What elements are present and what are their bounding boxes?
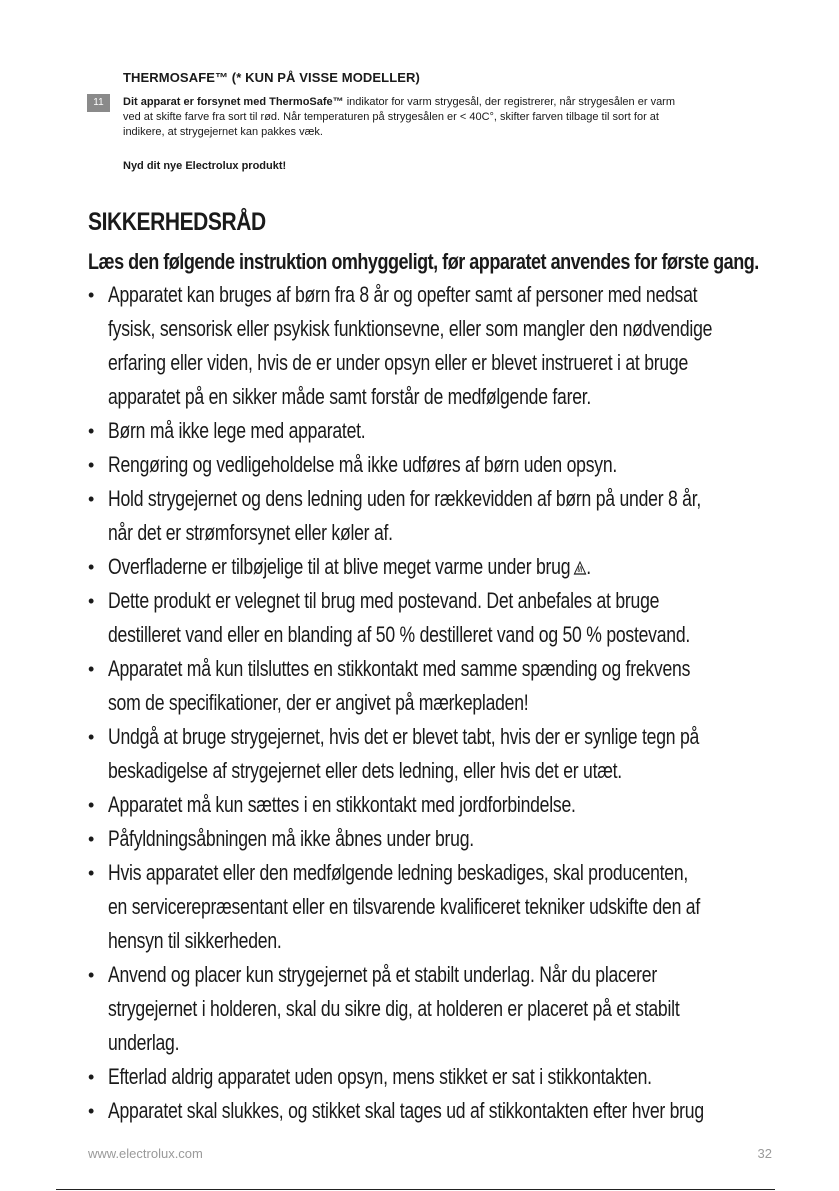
safety-item: [88, 652, 778, 720]
bullet-marker: •: [88, 727, 95, 747]
safety-item-line: Apparatet kan bruges af børn fra 8 år og opefter samt af personer med nedsat: [108, 282, 698, 307]
safety-item-line: Apparatet må kun tilsluttes en stikkontakt med samme spænding og frekvens: [108, 656, 691, 681]
bullet-marker: •: [88, 863, 95, 883]
bullet-marker: •: [88, 591, 95, 611]
safety-item-line: fysisk, sensorisk eller psykisk funktionsevne, eller som mangler den nødvendige: [108, 316, 713, 341]
bottom-rule: [56, 1189, 775, 1190]
safety-item-line: en servicerepræsentant eller en tilsvarende kvalificeret tekniker udskifte den af: [108, 894, 700, 919]
safety-item-line: Rengøring og vedligeholdelse må ikke udføres af børn uden opsyn.: [108, 452, 618, 477]
safety-item-line: Hvis apparatet eller den medfølgende ledning beskadiges, skal producenten,: [108, 860, 689, 885]
safety-item-line: Apparatet skal slukkes, og stikket skal tages ud af stikkontakten efter hver brug: [108, 1098, 704, 1123]
safety-item-line: apparatet på en sikker måde samt forstår de medfølgende farer.: [108, 384, 592, 409]
hot-surface-warning-icon: [573, 561, 586, 575]
thermosafe-description: [123, 95, 783, 140]
safety-item-line: når det er strømforsynet eller køler af.: [108, 520, 393, 545]
safety-item: [88, 788, 778, 822]
safety-title: SIKKERHEDSRÅD: [88, 208, 266, 236]
safety-list: [88, 278, 778, 1128]
safety-item: [88, 1094, 778, 1128]
safety-item: [88, 584, 778, 652]
bullet-marker: •: [88, 829, 95, 849]
page-number: 32: [757, 1146, 772, 1161]
safety-item-line: Efterlad aldrig apparatet uden opsyn, mens stikket er sat i stikkontakten.: [108, 1064, 652, 1089]
safety-item: [88, 448, 778, 482]
safety-intro: Læs den følgende instruktion omhyggeligt, før apparatet anvendes for første gang.: [88, 249, 759, 274]
bullet-marker: •: [88, 795, 95, 815]
safety-item: [88, 1060, 778, 1094]
safety-item: [88, 278, 778, 414]
thermosafe-line1: indikator for varm strygesål, der registrerer, når strygesålen er varm: [343, 96, 676, 108]
safety-item-line: Dette produkt er velegnet til brug med postevand. Det anbefales at bruge: [108, 588, 660, 613]
safety-item-line: beskadigelse af strygejernet eller dets ledning, eller hvis det er utæt.: [108, 758, 622, 783]
safety-item: [88, 482, 778, 550]
safety-item-line: destilleret vand eller en blanding af 50 % destilleret vand og 50 % postevand.: [108, 622, 691, 647]
safety-item-line: Børn må ikke lege med apparatet.: [108, 418, 366, 443]
safety-item: [88, 822, 778, 856]
bullet-marker: •: [88, 489, 95, 509]
safety-item: [88, 720, 778, 788]
safety-section: [88, 205, 778, 1128]
safety-item: [88, 414, 778, 448]
safety-item-line: Apparatet må kun sættes i en stikkontakt med jordforbindelse.: [108, 792, 576, 817]
safety-item: [88, 958, 778, 1060]
bullet-marker: •: [88, 557, 95, 577]
thermosafe-lead: Dit apparat er forsynet med ThermoSafe™: [123, 96, 344, 108]
safety-item: [88, 856, 778, 958]
safety-item-line: Undgå at bruge strygejernet, hvis det er blevet tabt, hvis der er synlige tegn på: [108, 724, 700, 749]
safety-item-line: underlag.: [108, 1030, 180, 1055]
thermosafe-closing: Nyd dit nye Electrolux produkt!: [123, 160, 287, 172]
thermosafe-section: [123, 70, 783, 172]
safety-item-line: som de specifikationer, der er angivet på mærkepladen!: [108, 690, 529, 715]
bullet-marker: •: [88, 455, 95, 475]
bullet-marker: •: [88, 1067, 95, 1087]
footer-url: www.electrolux.com: [88, 1146, 203, 1161]
thermosafe-line2: ved at skifte farve fra sort til rød. Når temperaturen på strygesålen er < 40C°, skifter farven tilbage til sort for at: [123, 111, 659, 123]
safety-item-line: Påfyldningsåbningen må ikke åbnes under brug.: [108, 826, 474, 851]
thermosafe-title: THERMOSAFE™ (* KUN PÅ VISSE MODELLER): [123, 70, 420, 85]
bullet-marker: •: [88, 965, 95, 985]
safety-item-line: Overfladerne er tilbøjelige til at blive meget varme under brug .: [108, 554, 591, 579]
thermosafe-line3: indikere, at strygejernet kan pakkes væk.: [123, 126, 323, 138]
bullet-marker: •: [88, 421, 95, 441]
safety-item-line: Anvend og placer kun strygejernet på et stabilt underlag. Når du placerer: [108, 962, 657, 987]
safety-item-line: strygejernet i holderen, skal du sikre dig, at holderen er placeret på et stabilt: [108, 996, 680, 1021]
safety-item: [88, 550, 778, 584]
bullet-marker: •: [88, 1101, 95, 1121]
bullet-marker: •: [88, 285, 95, 305]
safety-item-line: erfaring eller viden, hvis de er under opsyn eller er blevet instrueret i at bruge: [108, 350, 689, 375]
safety-item-line: hensyn til sikkerheden.: [108, 928, 282, 953]
section-number-badge: 11: [87, 94, 110, 112]
bullet-marker: •: [88, 659, 95, 679]
safety-item-line: Hold strygejernet og dens ledning uden for rækkevidden af børn på under 8 år,: [108, 486, 702, 511]
